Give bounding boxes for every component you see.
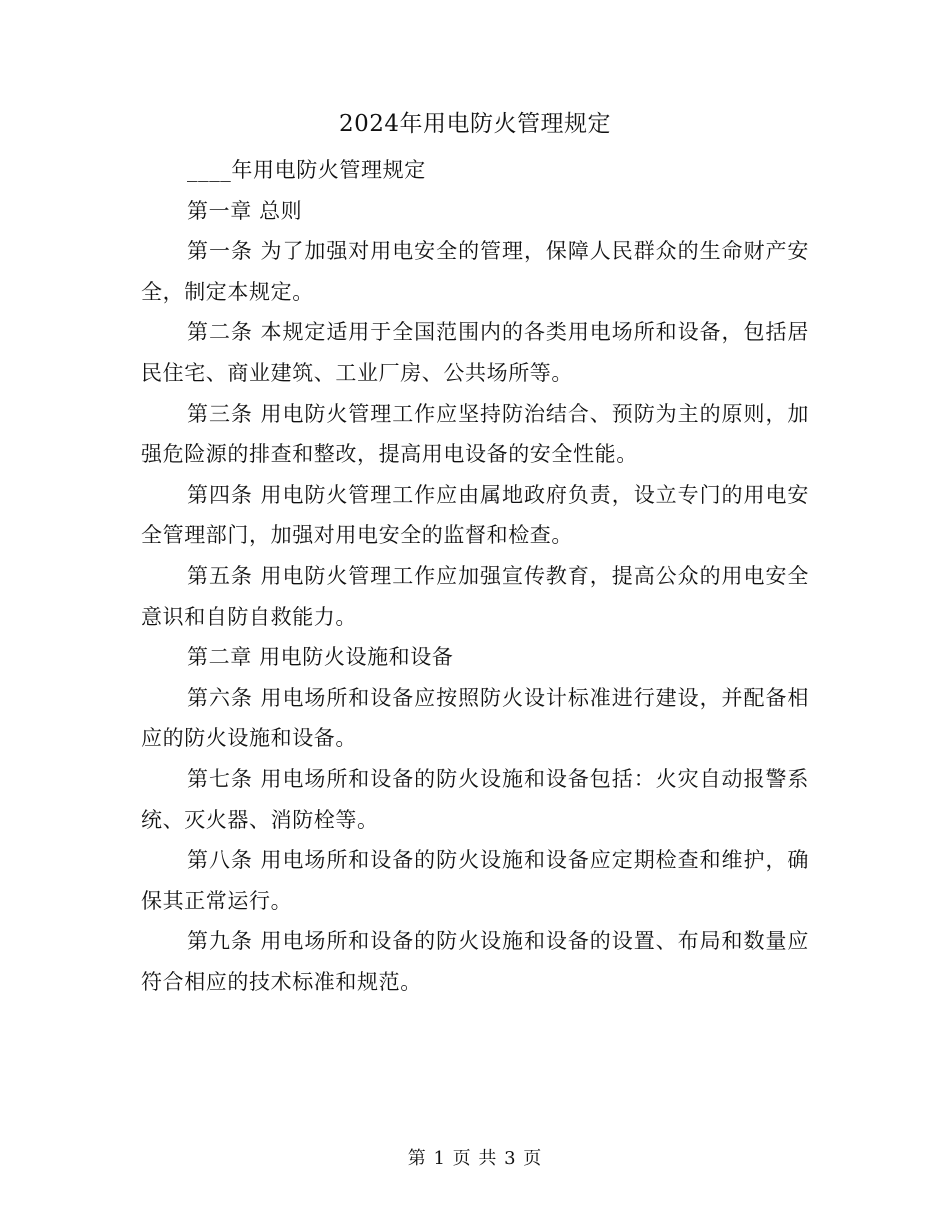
chapter-heading-2: 第二章 用电防火设施和设备 [187, 645, 454, 670]
article-6: 第六条 用电场所和设备应按照防火设计标准进行建设，并配备相应的防火设施和设备。 [141, 685, 809, 751]
article-7: 第七条 用电场所和设备的防火设施和设备包括：火灾自动报警系统、灭火器、消防栓等。 [141, 766, 809, 832]
article-3: 第三条 用电防火管理工作应坚持防治结合、预防为主的原则，加强危险源的排查和整改，提高用电设备的安全性能。 [141, 401, 809, 467]
document-body [141, 150, 809, 1002]
article-8: 第八条 用电场所和设备的防火设施和设备应定期检查和维护，确保其正常运行。 [141, 848, 809, 913]
chapter-heading-1: 第一章 总则 [187, 198, 303, 223]
document-title: 2024年用电防火管理规定 [338, 111, 612, 137]
article-9: 第九条 用电场所和设备的防火设施和设备的设置、布局和数量应符合相应的技术标准和规范。 [141, 929, 809, 994]
paragraph-year-heading: ____年用电防火管理规定 [187, 158, 426, 182]
article-2: 第二条 本规定适用于全国范围内的各类用电场所和设备，包括居民住宅、商业建筑、工业厂房、公共场所等。 [141, 320, 809, 385]
page-number: 第 1 页 共 3 页 [407, 1148, 543, 1169]
article-1: 第一条 为了加强对用电安全的管理，保障人民群众的生命财产安全，制定本规定。 [141, 239, 809, 304]
article-5: 第五条 用电防火管理工作应加强宣传教育，提高公众的用电安全意识和自防自救能力。 [141, 563, 809, 629]
article-4: 第四条 用电防火管理工作应由属地政府负责，设立专门的用电安全管理部门，加强对用电安全的监督和检查。 [141, 482, 809, 548]
